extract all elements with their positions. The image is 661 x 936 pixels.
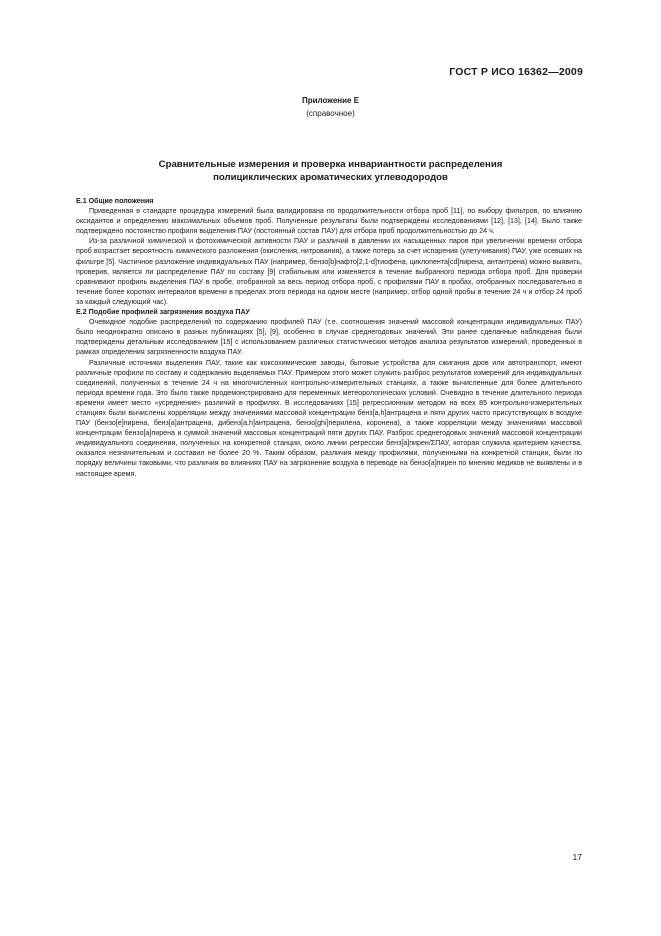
document-body bbox=[76, 196, 582, 479]
annex-title-line-2: полициклических ароматических углеводородов bbox=[213, 172, 448, 183]
paragraph: Очевидное подобие распределений по содержанию профилей ПАУ (т.е. соотношения значений массовой концентрации индивидуальных ПАУ) было неоднократно описано в разных публикациях [5], [9], особенно в случае среднегодовых значений. Эти ранее сделанные наблюдения были подтверждены детальным исследованием [15] с использованием различных статистических методов анализа результатов измерений, проведенных в рамках определения загрязненности воздуха ПАУ. bbox=[76, 318, 582, 357]
paragraph: Приведенная в стандарте процедура измерений была валидирована по продолжительности отбора проб [11], по выбору фильтров, по влиянию оксидантов и определению максимальных объемов проб. Полученные результаты были подтверждены исследованиями [12], [13], [14]. Было также подтверждено постоянство профиля выделения ПАУ (постоянный состав ПАУ) для отбора проб продолжительностью до 24 ч. bbox=[76, 207, 582, 236]
annex-title bbox=[0, 158, 661, 184]
page-number: 17 bbox=[572, 852, 582, 862]
annex-label: Приложение Е bbox=[301, 96, 360, 105]
paragraph: Из-за различной химической и фотохимической активности ПАУ и различий в давлении их насыщенных паров при увеличении времени отбора проб возрастает вероятность химического разложения (окисления, нитрования), а также потерь за счет испарения (улетучивания) ПАУ, уже осевших на фильтре [5]. Частичное разложение индивидуальных ПАУ (например, бензо[b]нафто[2,1-d]тиофена, циклопента[cd]пирена, антантрена) можно выявить, проверив, является ли распределение ПАУ по составу [9] стабильным или изменяется в течение выбранного периода отбора проб. Для проверки сравнивают профиль выделения ПАУ в пробе, отобранной за весь период отбора проб, с профилями ПАУ в пробах, отобранных последовательно в течение более коротких интервалов времени в пределах этого периода на одном месте (например, отбор одной пробы в течение 24 ч и отбор 24 проб за каждый следующий час). bbox=[76, 237, 582, 306]
annex-type: (справочное) bbox=[306, 109, 355, 118]
annex-title-line-1: Сравнительные измерения и проверка инвариантности распределения bbox=[158, 159, 503, 170]
standard-id: ГОСТ Р ИСО 16362—2009 bbox=[449, 66, 583, 78]
section-heading-e1: Е.1 Общие положения bbox=[76, 197, 154, 205]
section-heading-e2: Е.2 Подобие профилей загрязнения воздуха ПАУ bbox=[76, 308, 250, 317]
paragraph: Различные источники выделения ПАУ, такие как коксохимические заводы, бытовые устройства для сжигания дров или автотранспорт, имеют различные профили по составу и содержанию выделяемых ПАУ. Примером этого может служить разброс результатов измерений для индивидуальных соединений, полученных в течение 24 ч на многочисленных контрольно-измерительных станциях, а также вычисленные для более длительного периода времени года. Это было также продемонстрировано для переменных метеорологических условий. Очевидно в течение длительного периода времени имеет место «усреднение» различий в профилях. В исследованиях [15] регрессионным методом на всех 85 контрольно-измерительных станциях были вычислены корреляции между значениями массовой концентрации бенз[a,h]антрацена и пяти других часто присутствующих в воздухе ПАУ (бензо[e]пирена, бенз[a]антрацена, дибенз[a,h]антрацена, бензо[ghi]перилена, коронена), а также корреляции между значениями массовой концентрации бензо[a]пирена и суммой значений массовых концентраций пяти других ПАУ. Разброс среднегодовых значений массовой концентрации индивидуального соединения, полученных на конкретной станции, около линии регрессии бенз[a]пирен/ΣПАУ, которая служила критерием качества, оказался незначительным и составил не более 20 %. Таким образом, различия между профилями, полученными на конкретной станции, были по порядку величины таковыми, что различия во влияниях ПАУ на загрязнение воздуха в переводе на бензо[a]пирен по мнению медиков не выявлены и в настоящее время. bbox=[76, 358, 582, 478]
